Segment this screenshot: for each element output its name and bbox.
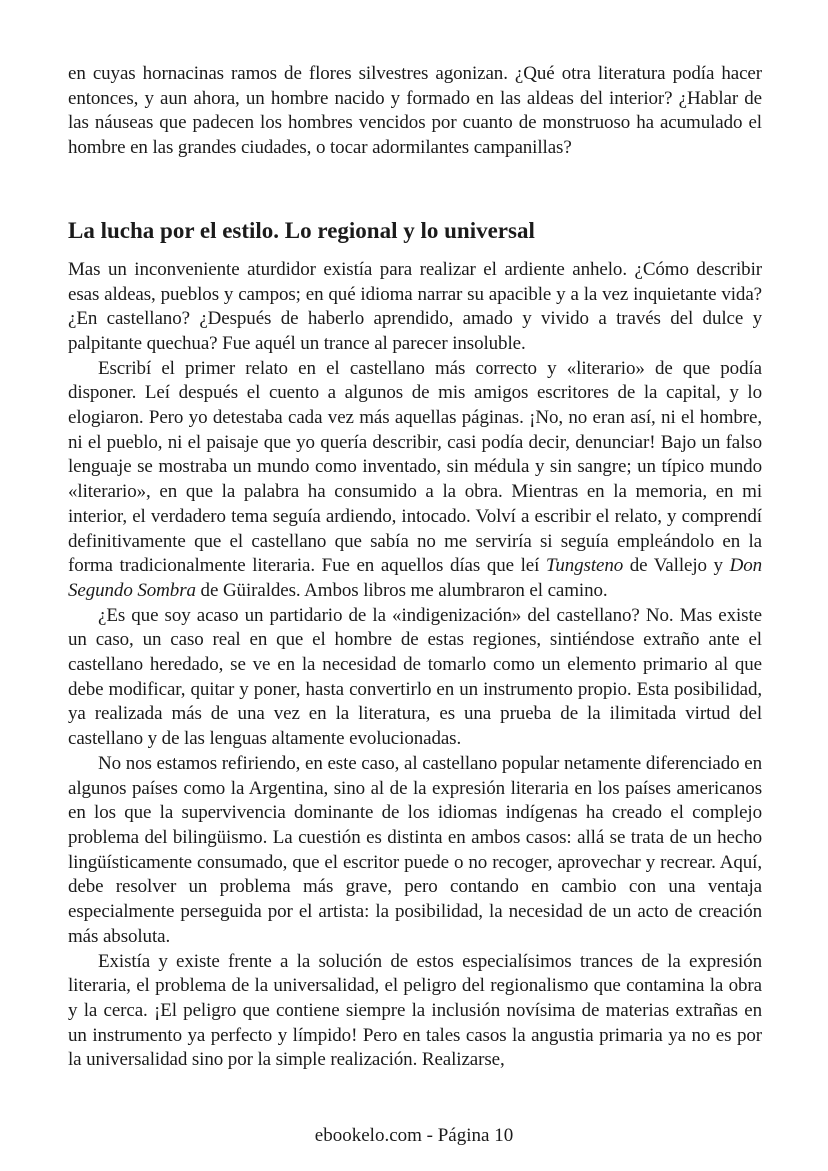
text-run: Mas un inconveniente aturdidor existía para realizar el ardiente anhelo. ¿Cómo describir esas aldeas, pueblos y campos; en qué idioma narrar su apacible y a la vez inquietante vida? ¿En castellano? ¿Después de haberlo aprendido, amado y vivido a través del dulce y palpitante quechua? Fue aquél un trance al parecer insoluble. [68, 258, 762, 354]
section-heading: La lucha por el estilo. Lo regional y lo universal [68, 217, 535, 243]
text-run: Existía y existe frente a la solución de estos especialísimos trances de la expresión literaria, el problema de la universalidad, el peligro del regionalismo que contamina la obra y la cerca. ¡El peligro que contiene siempre la inclusión novísima de materias extrañas en un instrumento ya perfecto y límpido! Pero en tales casos la angustia primaria ya no es por la universalidad sino por la simple realización. Realizarse, [68, 950, 762, 1071]
page-body [68, 62, 762, 1073]
text-run: de Vallejo y [623, 555, 730, 577]
text-run: No nos estamos refiriendo, en este caso, al castellano popular netamente diferenciado en algunos países como la Argentina, sino al de la expresión literaria en los países americanos en los que la supervivencia dominante de los idiomas indígenas ha creado el complejo problema del bilingüismo. La cuestión es distinta en ambos casos: allá se trata de un hecho lingüísticamente consumado, que el escritor puede o no recoger, aprovechar y recrear. Aquí, debe resolver un problema más grave, pero contando en cambio con una ventaja especialmente perseguida por el artista: la posibilidad, la necesidad de un acto de creación más absoluta. [68, 752, 762, 947]
book-title-italic: Don Segundo Sombra [68, 555, 762, 601]
page-footer [0, 1124, 828, 1148]
body-paragraph [68, 357, 762, 604]
body-paragraph [68, 258, 762, 357]
body-paragraph [68, 604, 762, 752]
footer-text: ebookelo.com - Página 10 [314, 1125, 514, 1146]
text-run: ¿Es que soy acaso un partidario de la «indigenización» del castellano? No. Mas existe un caso, un caso real en que el hombre de estas regiones, sintiéndose extraño ante el castellano heredado, se ve en la necesidad de tomarlo como un elemento primario al que debe modificar, quitar y poner, hasta convertirlo en un instrumento propio. Esta posibilidad, ya realizada más de una vez en la literatura, es una prueba de la ilimitada virtud del castellano y de las lenguas altamente evolucionadas. [68, 604, 762, 750]
text-run: en cuyas hornacinas ramos de flores silvestres agonizan. ¿Qué otra literatura podía hacer entonces, y aun ahora, un hombre nacido y formado en las aldeas del interior? ¿Hablar de las náuseas que padecen los hombres vencidos por cuanto de monstruoso ha acumulado el hombre en las grandes ciudades, o tocar adormilantes campanillas? [68, 63, 762, 159]
text-run: de Güiraldes. Ambos libros me alumbraron el camino. [195, 579, 608, 601]
body-paragraph [68, 950, 762, 1074]
body-paragraph [68, 752, 762, 950]
book-title-italic: Tungsteno [545, 555, 624, 577]
body-paragraph [68, 62, 762, 161]
text-run: Escribí el primer relato en el castellano más correcto y «literario» de que podía disponer. Leí después el cuento a algunos de mis amigos escritores de la capital, y lo elogiaron. Pero yo detestaba cada vez más aquellas páginas. ¡No, no eran así, ni el hombre, ni el pueblo, ni el paisaje que yo quería describir, casi podía decir, denunciar! Bajo un falso lenguaje se mostraba un mundo como inventado, sin médula y sin sangre; un típico mundo «literario», en que la palabra ha consumido a la obra. Mientras en la memoria, en mi interior, el verdadero tema seguía ardiendo, intocado. Volví a escribir el relato, y comprendí definitivamente que el castellano que sabía no me serviría si seguía empleándolo en la forma tradicionalmente literaria. Fue en aquellos días que leí [68, 357, 762, 577]
